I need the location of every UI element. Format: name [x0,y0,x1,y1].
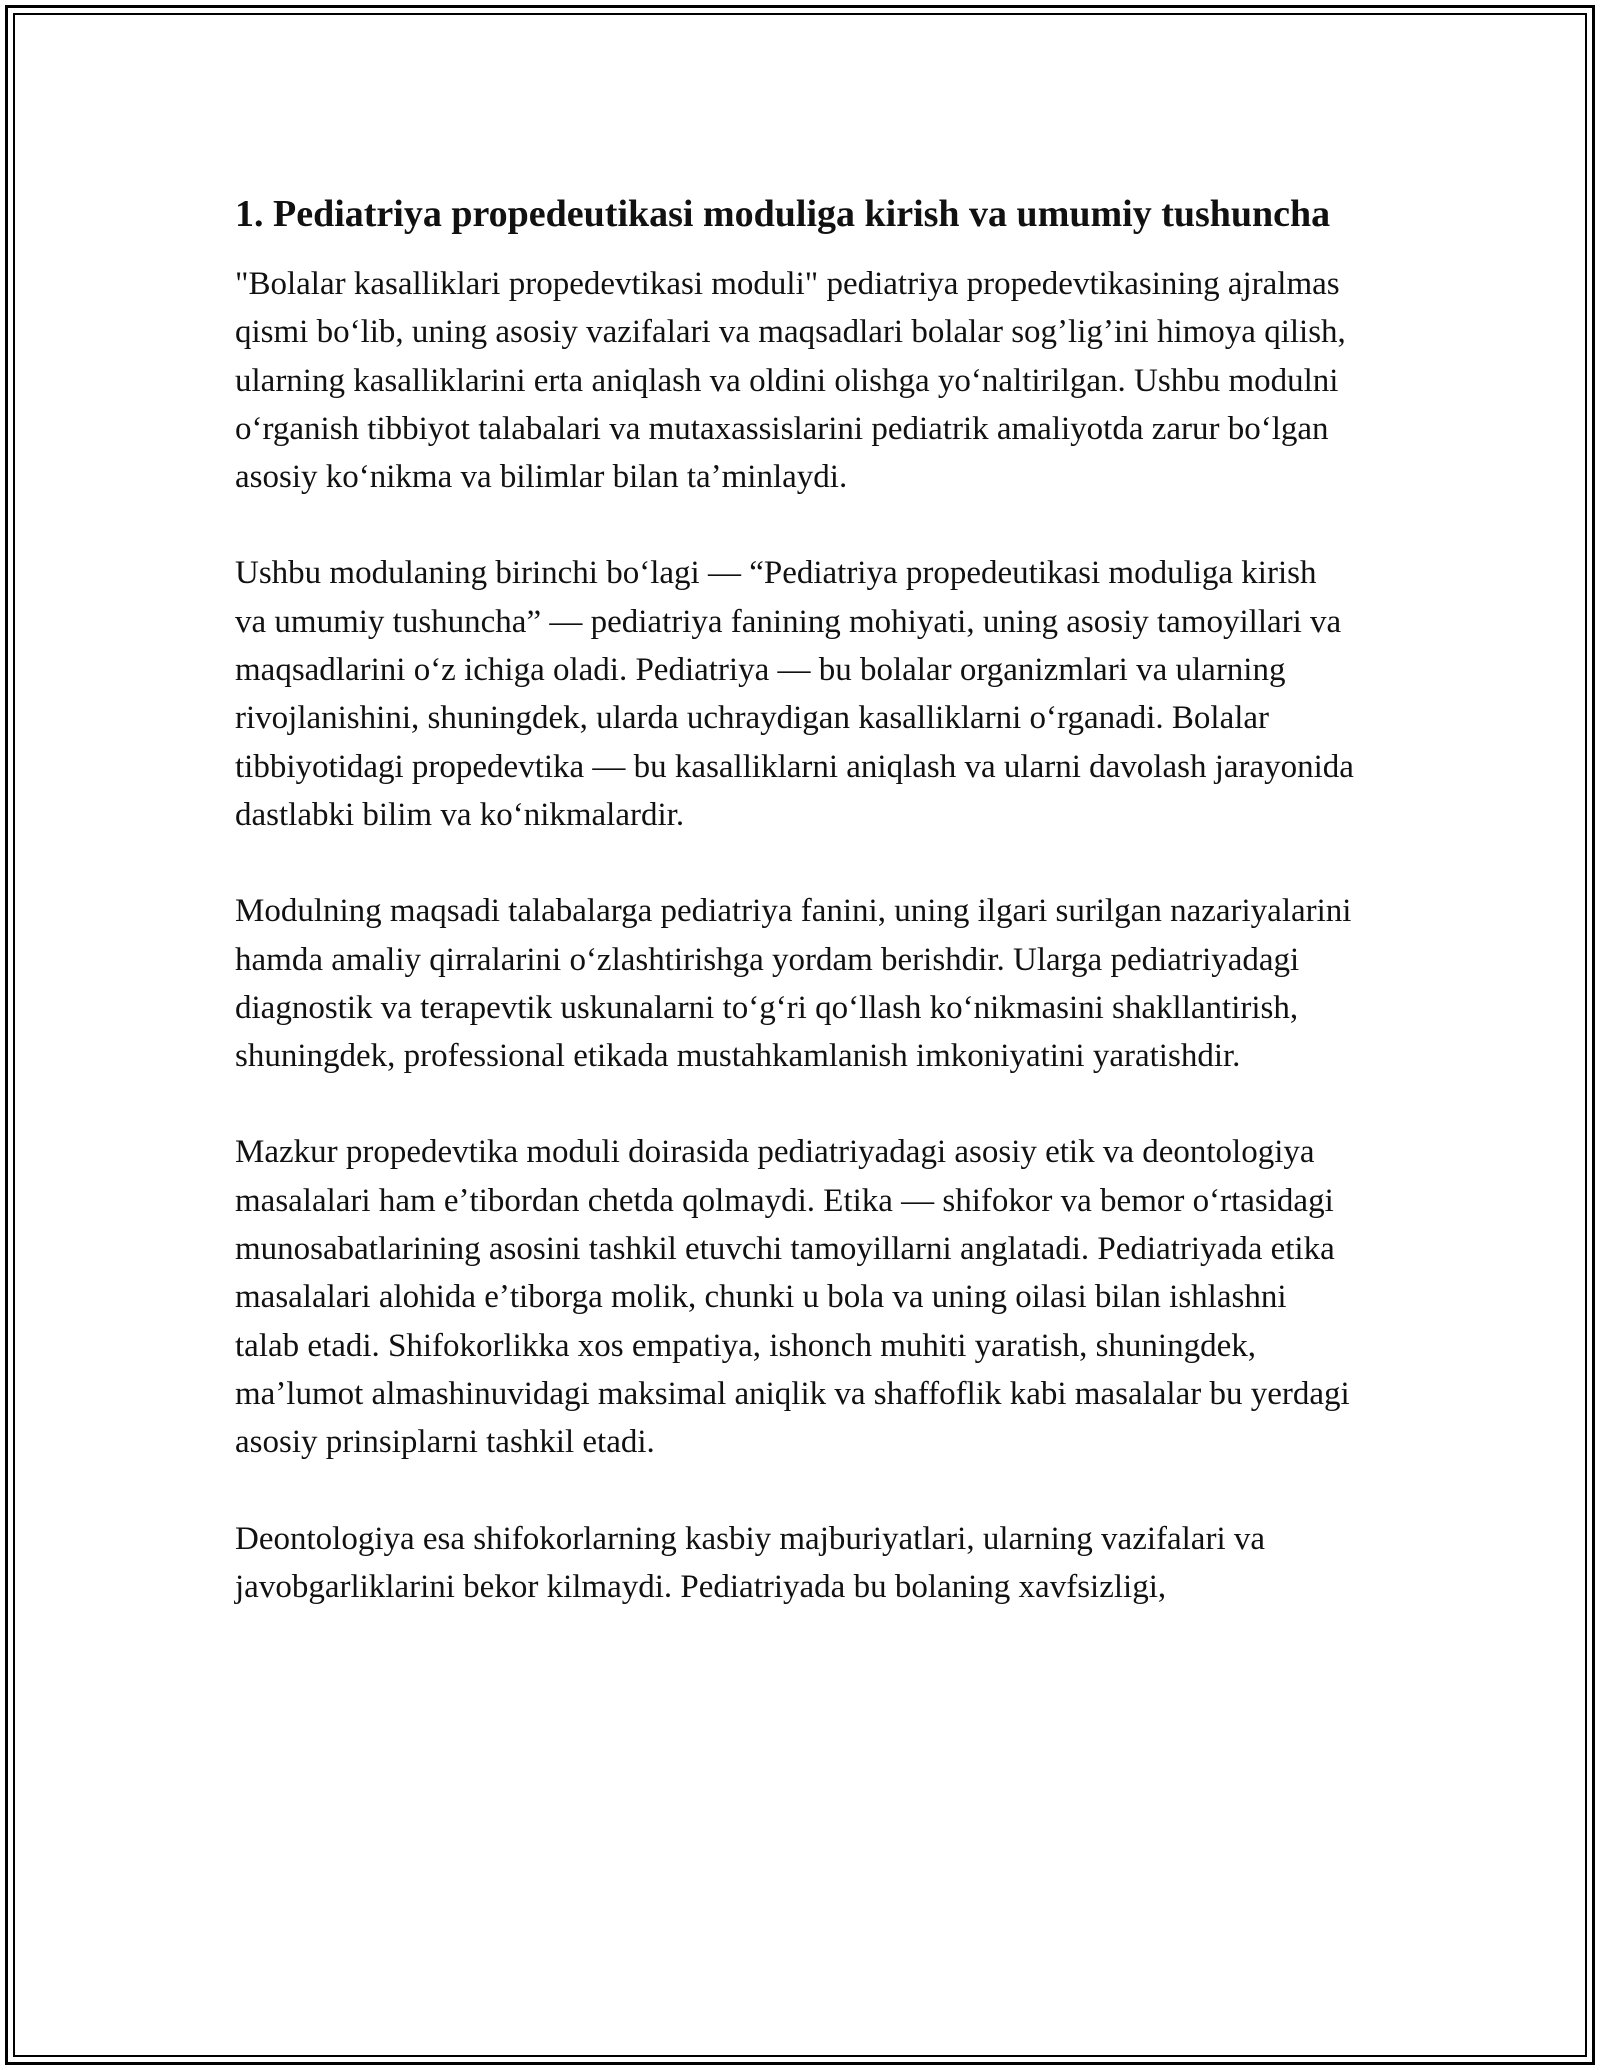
paragraph-intro: "Bolalar kasalliklari propedevtikasi moduli" pediatriya propedevtikasining ajralmas qismi boʻlib, uning asosiy vazifalari va maqsadlari bolalar sogʼligʼini himoya qilish, ularning kasalliklarini erta aniqlash va oldini olishga yoʻnaltirilgan. Ushbu modulni oʻrganish tibbiyot talabalari va mutaxassislarini pediatrik amaliyotda zarur boʻlgan asosiy koʻnikma va bilimlar bilan taʼminlaydi. [235,266,1346,496]
paragraph-ethics: Mazkur propedevtika moduli doirasida pediatriyadagi asosiy etik va deontologiya masalalari ham eʼtibordan chetda qolmaydi. Etika — shifokor va bemor oʻrtasidagi munosabatlarining asosini tashkil etuvchi tamoyillarni anglatadi. Pediatriyada etika masalalari alohida eʼtiborga molik, chunki u bola va uning oilasi bilan ishlashni talab etadi. Shifokorlikka xos empatiya, ishonch muhiti yaratish, shuningdek, maʼlumot almashinuvidagi maksimal aniqlik va shaffoflik kabi masalalar bu yerdagi asosiy prinsiplarni tashkil etadi. [235,1134,1350,1461]
section-heading: 1. Pediatriya propedeutikasi moduliga kirish va umumiy tushuncha [235,193,1331,235]
paragraph-first-part: Ushbu modulaning birinchi boʻlagi — “Pediatriya propedeutikasi moduliga kirish va umumiy tushuncha” — pediatriya fanining mohiyati, uning asosiy tamoyillari va maqsadlarini oʻz ichiga oladi. Pediatriya — bu bolalar organizmlari va ularning rivojlanishini, shuningdek, ularda uchraydigan kasalliklarni oʻrganadi. Bolalar tibbiyotidagi propedevtika — bu kasalliklarni aniqlash va ularni davolash jarayonida dastlabki bilim va koʻnikmalardir. [235,555,1354,833]
paragraph-goal: Modulning maqsadi talabalarga pediatriya fanini, uning ilgari surilgan nazariyalarini hamda amaliy qirralarini oʻzlashtirishga yordam berishdir. Ularga pediatriyadagi diagnostik va terapevtik uskunalarni toʻgʻri qoʻllash koʻnikmasini shakllantirish, shuningdek, professional etikada mustahkamlanish imkoniyatini yaratishdir. [235,893,1352,1075]
document-body [235,187,1355,1659]
paragraph-deontology: Deontologiya esa shifokorlarning kasbiy majburiyatlari, ularning vazifalari va javobgarliklarini bekor kilmaydi. Pediatriyada bu bolaning xavfsizligi, [235,1520,1266,1605]
